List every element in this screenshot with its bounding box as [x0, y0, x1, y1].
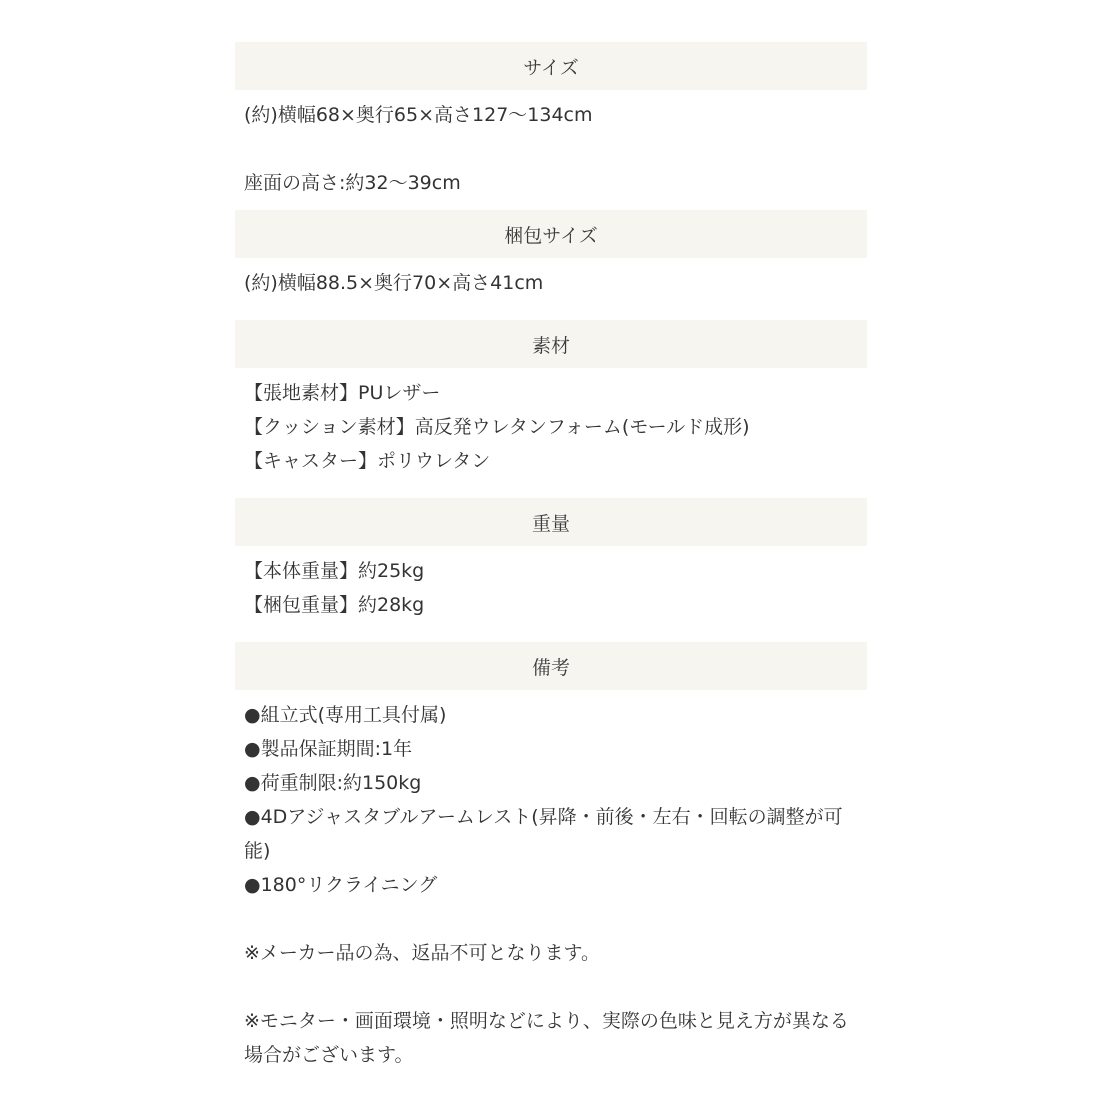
- package-size-line: (約)横幅88.5×奥行70×高さ41cm: [244, 272, 544, 294]
- blank-line: [244, 132, 867, 166]
- blank-line: [244, 970, 867, 1004]
- notes-line: ●荷重制限:約150kg: [244, 772, 422, 794]
- section-body-material: [235, 376, 867, 478]
- size-line: 座面の高さ:約32〜39cm: [244, 172, 461, 194]
- section-header-size: サイズ: [235, 42, 867, 90]
- material-line: 【張地素材】PUレザー: [244, 382, 441, 404]
- notes-line: 場合がございます。: [244, 1044, 414, 1066]
- blank-line: [244, 902, 867, 936]
- material-line: 【クッション素材】高反発ウレタンフォーム(モールド成形): [244, 416, 750, 438]
- material-line: 【キャスター】ポリウレタン: [244, 450, 491, 472]
- notes-line: ●180°リクライニング: [244, 874, 438, 896]
- spec-table: [235, 42, 867, 1072]
- section-header-notes: 備考: [235, 642, 867, 690]
- notes-line: ●製品保証期間:1年: [244, 738, 413, 760]
- weight-line: 【本体重量】約25kg: [244, 560, 425, 582]
- notes-line: ※メーカー品の為、返品不可となります。: [244, 942, 601, 964]
- section-header-material: 素材: [235, 320, 867, 368]
- section-body-notes: [235, 698, 867, 1072]
- notes-line: ※モニター・画面環境・照明などにより、実際の色味と見え方が異なる: [244, 1010, 849, 1032]
- section-body-size: [235, 98, 867, 200]
- section-body-package-size: [235, 266, 867, 300]
- section-body-weight: [235, 554, 867, 622]
- notes-line: ●4Dアジャスタブルアームレスト(昇降・前後・左右・回転の調整が可: [244, 806, 843, 828]
- weight-line: 【梱包重量】約28kg: [244, 594, 425, 616]
- size-line: (約)横幅68×奥行65×高さ127〜134cm: [244, 104, 593, 126]
- section-header-weight: 重量: [235, 498, 867, 546]
- section-header-package-size: 梱包サイズ: [235, 210, 867, 258]
- notes-line: ●組立式(専用工具付属): [244, 704, 447, 726]
- notes-line: 能): [244, 840, 271, 862]
